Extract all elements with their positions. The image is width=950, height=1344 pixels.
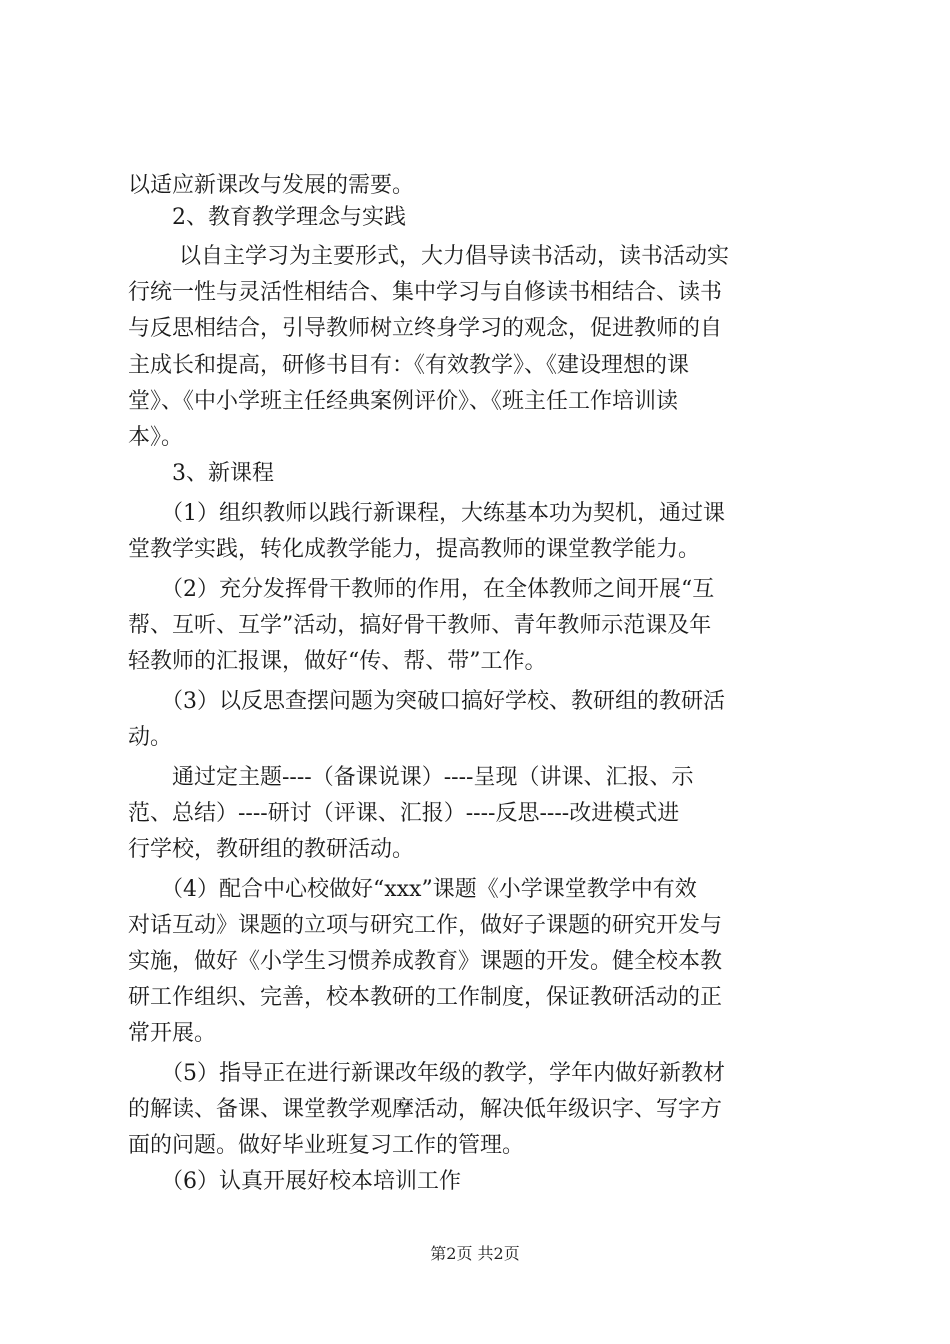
page-number-footer: 第2页 共2页 — [430, 1244, 520, 1263]
text-line: （6）认真开展好校本培训工作 — [128, 1169, 461, 1194]
text-line: 的解读、备课、课堂教学观摩活动，解决低年级识字、写字方 — [128, 1097, 723, 1122]
text-line: 研工作组织、完善，校本教研的工作制度，保证教研活动的正 — [128, 985, 723, 1010]
text-line: 常开展。 — [128, 1021, 217, 1046]
text-line: 主成长和提高，研修书目有：《有效教学》、《建设理想的课 — [128, 353, 690, 378]
text-line: （5）指导正在进行新课改年级的教学，学年内做好新教材 — [128, 1061, 725, 1086]
text-line: 与反思相结合，引导教师树立终身学习的观念，促进教师的自 — [128, 316, 723, 341]
text-line: 动。 — [128, 725, 173, 750]
text-line: 实施，做好《小学生习惯养成教育》课题的开发。健全校本教 — [128, 949, 723, 974]
text-line: 行统一性与灵活性相结合、集中学习与自修读书相结合、读书 — [128, 280, 723, 305]
text-line: 堂》、《中小学班主任经典案例评价》、《班主任工作培训读 — [128, 389, 679, 414]
text-line: （1）组织教师以践行新课程，大练基本功为契机，通过课 — [128, 501, 725, 526]
section-heading: 3、新课程 — [128, 461, 274, 486]
text-line: 帮、互听、互学”活动，搞好骨干教师、青年教师示范课及年 — [128, 613, 712, 638]
text-line: 以适应新课改与发展的需要。 — [128, 173, 415, 198]
text-line: （3）以反思查摆问题为突破口搞好学校、教研组的教研活 — [128, 689, 725, 714]
text-line: 以自主学习为主要形式，大力倡导读书活动，读书活动实 — [128, 244, 729, 269]
text-line: 本》。 — [128, 425, 184, 450]
text-line: （2）充分发挥骨干教师的作用，在全体教师之间开展“互 — [128, 577, 715, 602]
section-heading: 2、教育教学理念与实践 — [128, 205, 406, 230]
text-line: 对话互动》课题的立项与研究工作，做好子课题的研究开发与 — [128, 913, 723, 938]
text-line: 轻教师的汇报课，做好“传、帮、带”工作。 — [128, 649, 547, 674]
text-line: 范、总结）----研讨（评课、汇报）----反思----改进模式进 — [128, 801, 680, 826]
text-line: 通过定主题----（备课说课）----呈现（讲课、汇报、示 — [128, 765, 694, 790]
text-line: （4）配合中心校做好“xxx”课题《小学课堂教学中有效 — [128, 877, 697, 902]
text-line: 行学校，教研组的教研活动。 — [128, 837, 415, 862]
text-line: 堂教学实践，转化成教学能力，提高教师的课堂教学能力。 — [128, 537, 701, 562]
text-line: 面的问题。做好毕业班复习工作的管理。 — [128, 1133, 525, 1158]
